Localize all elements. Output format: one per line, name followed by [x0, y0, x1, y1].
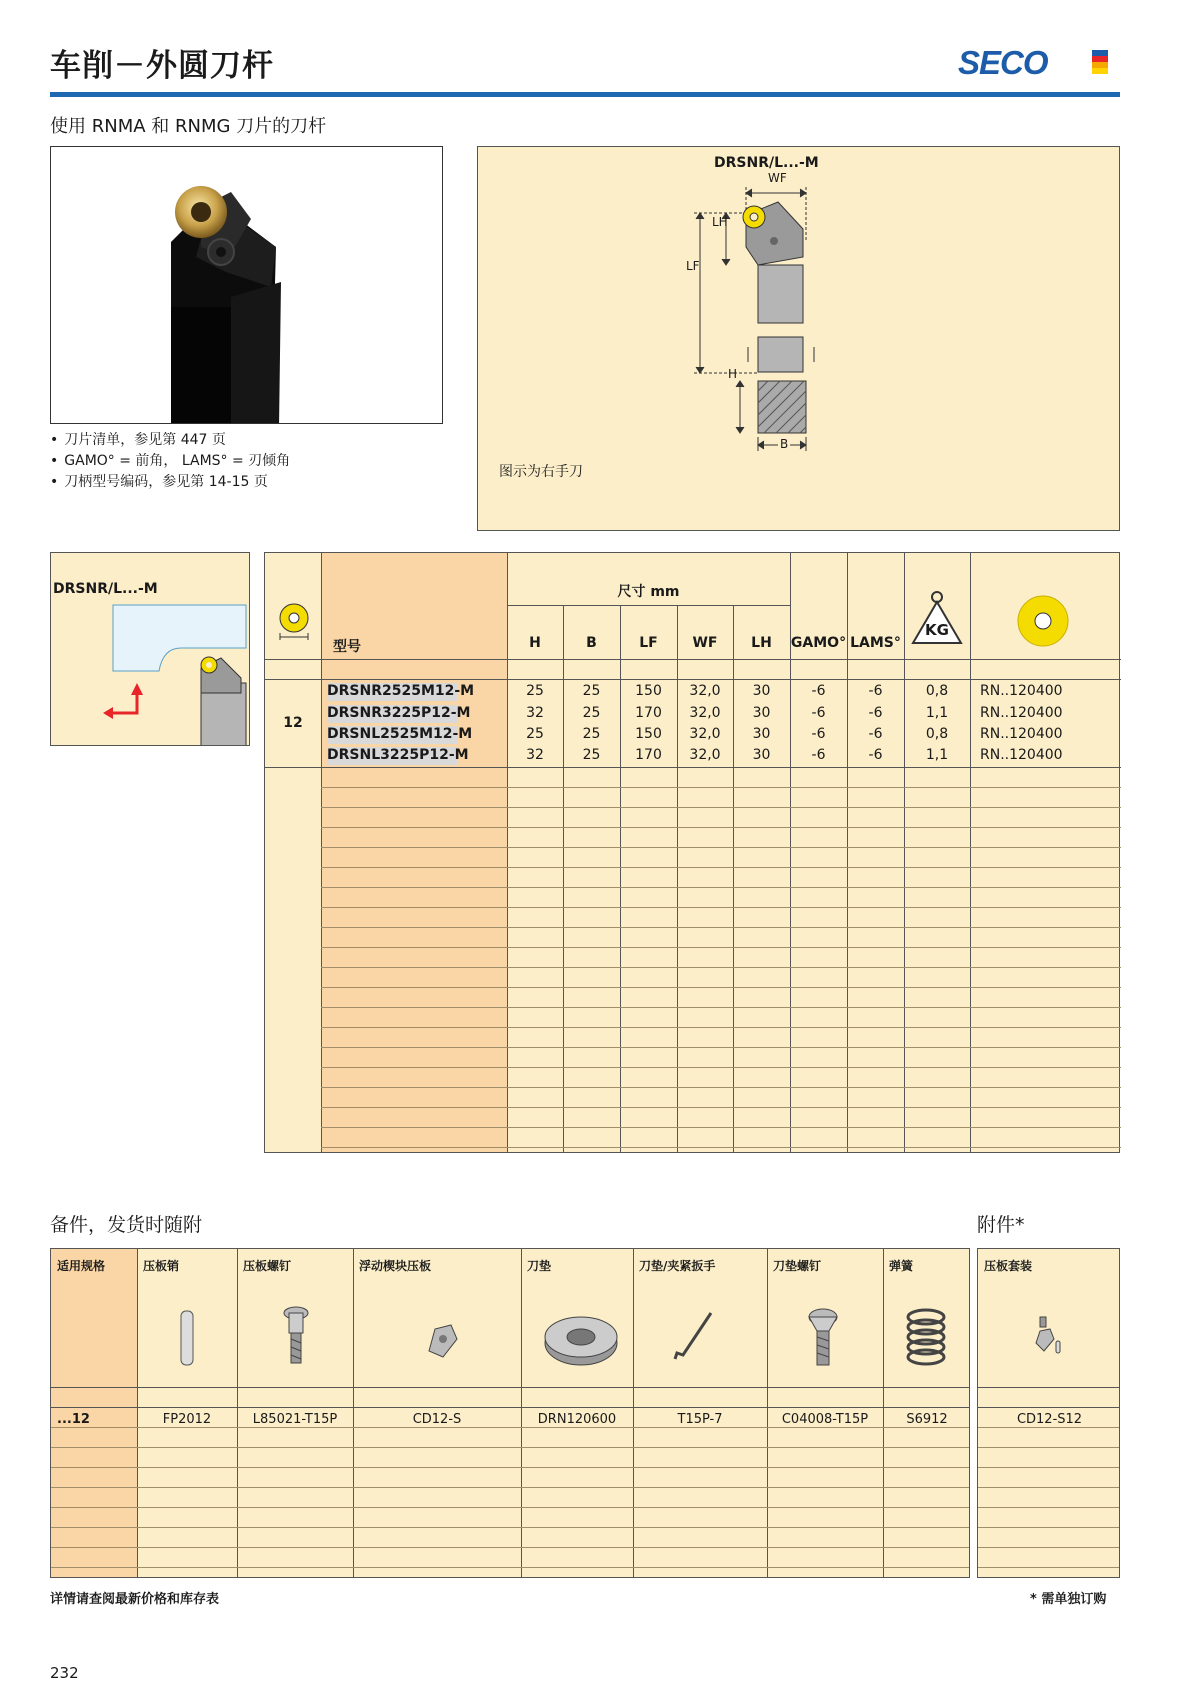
cell-wf: 32,0: [689, 726, 721, 742]
model-code: DRSNR3225P12-M: [327, 705, 471, 721]
row-rule: [321, 807, 1121, 808]
row-rule: [978, 1547, 1120, 1548]
row-rule: [978, 1507, 1120, 1508]
note-item: • 刀柄型号编码，参见第 14-15 页: [50, 472, 290, 493]
dim-label-lh: LH: [712, 215, 728, 229]
cell-insert: RN..120400: [980, 683, 1063, 699]
col-header-gamo: GAMO°: [790, 635, 847, 651]
cell-insert: RN..120400: [980, 747, 1063, 763]
holder-table: [264, 552, 1120, 1153]
row-rule: [321, 1027, 1121, 1028]
cell-kg: 1,1: [925, 747, 949, 763]
accessories-title: 附件*: [977, 1214, 1025, 1236]
parts-title: 备件，发货时随附: [50, 1214, 203, 1236]
cell-h: 32: [526, 747, 544, 763]
part-code: CD12-S: [412, 1412, 462, 1427]
clamp-set-icon: [1030, 1315, 1066, 1365]
row-rule: [321, 1067, 1121, 1068]
accessories-table: [977, 1248, 1120, 1578]
col-header-lf: LF: [639, 635, 658, 651]
part-code: S6912: [906, 1412, 948, 1427]
parts-header-pin: 压板销: [143, 1259, 180, 1273]
cell-kg: 1,1: [925, 705, 949, 721]
parts-header-spring: 弹簧: [889, 1259, 914, 1273]
cell-h: 25: [526, 683, 544, 699]
tool-holder-photo-icon: [51, 147, 443, 424]
cell-lf: 170: [635, 747, 662, 763]
col-header-lams: LAMS°: [850, 635, 901, 651]
parts-header-shim-screw: 刀垫螺钉: [773, 1259, 822, 1273]
row-rule: [321, 927, 1121, 928]
cell-lh: 30: [752, 705, 771, 721]
parts-header-clamp-screw: 压板螺钉: [243, 1259, 292, 1273]
row-rule: [51, 1467, 970, 1468]
cell-kg: 0,8: [925, 726, 949, 742]
cell-gamo: -6: [811, 726, 826, 742]
model-header: 型号: [333, 639, 361, 655]
pin-icon: [177, 1309, 197, 1369]
col-header-lh: LH: [751, 635, 772, 651]
part-code: T15P-7: [677, 1412, 723, 1427]
dimension-drawing: [477, 146, 1120, 531]
orientation-title: DRSNR/L...-M: [53, 581, 158, 597]
accessory-code: CD12-S12: [1016, 1412, 1083, 1427]
product-photo: [50, 146, 443, 424]
cell-lams: -6: [868, 683, 883, 699]
col-header-b: B: [586, 635, 597, 651]
row-rule: [978, 1447, 1120, 1448]
parts-header-size: 适用规格: [57, 1259, 106, 1273]
row-rule: [51, 1527, 970, 1528]
cell-gamo: -6: [811, 683, 826, 699]
cell-insert: RN..120400: [980, 726, 1063, 742]
shim-screw-icon: [803, 1307, 843, 1371]
row-rule: [321, 887, 1121, 888]
logo-text: SECO: [958, 44, 1048, 81]
row-rule: [51, 1547, 970, 1548]
dim-label-wf: WF: [768, 171, 787, 185]
parts-header-key: 刀垫/夹紧扳手: [639, 1259, 716, 1273]
parts-header-shim: 刀垫: [527, 1259, 552, 1273]
weight-icon: [909, 589, 965, 649]
wrench-key-icon: [671, 1309, 721, 1369]
cell-lf: 170: [635, 705, 662, 721]
size-group: 12: [283, 715, 303, 731]
insert-size-icon: [277, 601, 311, 645]
cell-h: 25: [526, 726, 544, 742]
row-rule: [321, 947, 1121, 948]
row-rule: [321, 1127, 1121, 1128]
cell-lf: 150: [635, 726, 662, 742]
row-rule: [51, 1507, 970, 1508]
part-code: C04008-T15P: [781, 1412, 869, 1427]
cell-lf: 150: [635, 683, 662, 699]
cell-gamo: -6: [811, 705, 826, 721]
page-title: 车削－外圆刀杆: [50, 48, 274, 84]
row-rule: [321, 967, 1121, 968]
cell-b: 25: [582, 726, 601, 742]
workpiece-orientation-icon: [51, 553, 250, 746]
notes-list: [50, 430, 290, 493]
cell-kg: 0,8: [925, 683, 949, 699]
spring-icon: [901, 1307, 951, 1371]
cell-insert: RN..120400: [980, 705, 1063, 721]
cell-lams: -6: [868, 726, 883, 742]
note-item: • GAMO° = 前角， LAMS° = 刃倾角: [50, 451, 290, 472]
row-rule: [321, 1007, 1121, 1008]
row-rule: [978, 1487, 1120, 1488]
dim-label-lf: LF: [686, 259, 700, 273]
model-code: DRSNL2525M12-M: [327, 726, 473, 742]
cell-lh: 30: [752, 747, 771, 763]
cell-gamo: -6: [811, 747, 826, 763]
cell-b: 25: [582, 683, 601, 699]
model-code: DRSNL3225P12-M: [327, 747, 469, 763]
orientation-diagram: [50, 552, 250, 746]
row-rule: [321, 1147, 1121, 1148]
cell-b: 25: [582, 705, 601, 721]
insert-icon: [1015, 593, 1071, 653]
parts-header-wedge: 浮动楔块压板: [359, 1259, 432, 1273]
cell-lh: 30: [752, 726, 771, 742]
parts-size-value: ...12: [57, 1412, 90, 1427]
dim-label-b: B: [780, 437, 789, 451]
note-item: • 刀片清单，参见第 447 页: [50, 430, 290, 451]
row-rule: [321, 787, 1121, 788]
cell-lams: -6: [868, 747, 883, 763]
col-header-wf: WF: [692, 635, 718, 651]
row-rule: [321, 1087, 1121, 1088]
row-rule: [51, 1487, 970, 1488]
row-rule: [978, 1527, 1120, 1528]
row-rule: [321, 847, 1121, 848]
dims-header: 尺寸 mm: [617, 584, 680, 600]
shim-icon: [541, 1313, 621, 1369]
row-rule: [321, 987, 1121, 988]
row-rule: [321, 867, 1121, 868]
acc-header-clamp-set: 压板套装: [984, 1259, 1033, 1273]
part-code: FP2012: [162, 1412, 212, 1427]
footer-note: 详情请查阅最新价格和库存表: [50, 1592, 220, 1607]
part-code: L85021-T15P: [252, 1412, 338, 1427]
dim-label-h: H: [728, 367, 738, 381]
cell-wf: 32,0: [689, 705, 721, 721]
cell-wf: 32,0: [689, 747, 721, 763]
header-rule: [50, 92, 1120, 97]
row-rule: [321, 1047, 1121, 1048]
seco-logo: [958, 44, 1118, 84]
row-rule: [321, 907, 1121, 908]
model-code: DRSNR2525M12-M: [327, 683, 475, 699]
row-rule: [978, 1427, 1120, 1428]
logo-mark-icon: [1092, 50, 1108, 74]
weight-label: KG: [925, 621, 949, 639]
row-rule: [51, 1447, 970, 1448]
drawing-title: DRSNR/L...-M: [714, 155, 819, 171]
wedge-clamp-icon: [421, 1321, 461, 1361]
row-rule: [51, 1427, 970, 1428]
row-rule: [321, 827, 1121, 828]
drawing-caption: 图示为右手刀: [499, 464, 583, 480]
cell-lh: 30: [752, 683, 771, 699]
page-number: 232: [50, 1664, 79, 1682]
cell-b: 25: [582, 747, 601, 763]
subtitle: 使用 RNMA 和 RNMG 刀片的刀杆: [50, 116, 327, 137]
clamp-screw-icon: [281, 1305, 311, 1369]
cell-h: 32: [526, 705, 544, 721]
cell-wf: 32,0: [689, 683, 721, 699]
row-rule: [978, 1467, 1120, 1468]
row-rule: [321, 1107, 1121, 1108]
part-code: DRN120600: [537, 1412, 617, 1427]
parts-table: [50, 1248, 970, 1578]
row-rule: [978, 1567, 1120, 1568]
cell-lams: -6: [868, 705, 883, 721]
row-rule: [51, 1567, 970, 1568]
col-header-h: H: [529, 635, 541, 651]
footer-star-note: * 需单独订购: [1030, 1592, 1107, 1607]
